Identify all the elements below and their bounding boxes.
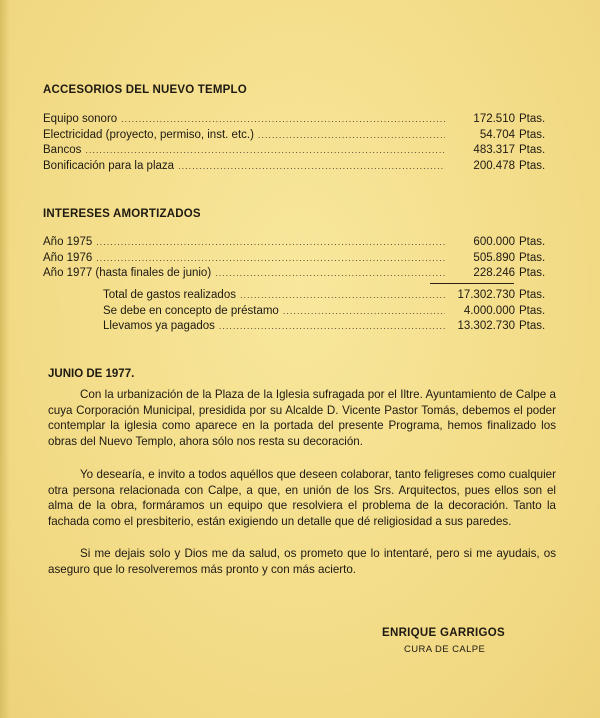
item-amount: 172.510 [473, 113, 515, 125]
item-unit: Ptas. [519, 251, 546, 264]
total-rule-line [430, 283, 514, 284]
total-label: Llevamos ya pagados [103, 320, 215, 333]
dot-leader [219, 319, 445, 335]
item-amount: 228.246 [473, 267, 515, 280]
item-amount: 483.317 [473, 144, 515, 157]
total-unit: Ptas. [519, 289, 546, 301]
page-edge-shadow [0, 0, 10, 718]
date-heading: JUNIO DE 1977. [48, 368, 135, 380]
section-title-accesorios: ACCESORIOS DEL NUEVO TEMPLO [43, 84, 247, 96]
paragraph: Si me dejais solo y Dios me da salud, os prometo que lo intentaré, pero si me ayudais, os aseguro que lo resolveremos más pronto y con más acierto. [48, 547, 556, 576]
dot-leader [283, 304, 445, 320]
list-item [43, 128, 563, 144]
item-unit: Ptas. [519, 236, 546, 248]
item-amount: 54.704 [479, 128, 515, 141]
item-label: Año 1977 (hasta finales de junio) [43, 267, 212, 280]
item-unit: Ptas. [519, 159, 546, 172]
dot-leader [85, 143, 445, 159]
item-label: Bancos [43, 144, 82, 157]
total-label: Total de gastos realizados [103, 289, 236, 301]
item-label: Electricidad (proyecto, permiso, inst. etc.) [43, 128, 254, 141]
accesorios-list [43, 112, 563, 174]
item-label: Año 1976 [43, 251, 93, 264]
list-item [43, 112, 563, 128]
dot-leader [178, 159, 445, 175]
item-amount: 600.000 [473, 236, 515, 248]
total-amount: 4.000.000 [463, 304, 515, 317]
list-item [43, 159, 563, 175]
total-label: Se debe en concepto de préstamo [103, 304, 279, 317]
signature-role: CURA DE CALPE [404, 644, 486, 655]
total-amount: 13.302.730 [457, 320, 515, 333]
list-item [43, 288, 563, 304]
dot-leader [96, 235, 445, 251]
total-unit: Ptas. [519, 304, 546, 317]
signature-name: ENRIQUE GARRIGOS [382, 627, 506, 639]
dot-leader [121, 112, 445, 128]
dot-leader [258, 128, 445, 144]
item-amount: 200.478 [473, 159, 515, 172]
totals-list [43, 288, 563, 335]
dot-leader [215, 266, 445, 282]
item-amount: 505.890 [473, 251, 515, 264]
item-unit: Ptas. [519, 267, 546, 280]
item-label: Equipo sonoro [43, 113, 118, 125]
dot-leader [240, 288, 445, 304]
item-unit: Ptas. [519, 128, 546, 141]
paragraph: Con la urbanización de la Plaza de la Iglesia sufragada por el Iltre. Ayuntamiento de Calpe a cuya Corporación Municipal, presidida por su Alcalde D. Vicente Pastor Tomás, debemos el poder contemplar la iglesia como aparece en la portada del presente Programa, hemos finalizado los obras del Nuevo Templo, ahora sólo nos resta su decoración. [48, 388, 556, 448]
list-item [43, 143, 563, 159]
list-item [43, 266, 563, 282]
total-amount: 17.302.730 [457, 289, 515, 301]
list-item [43, 319, 563, 335]
list-item [43, 251, 563, 267]
list-item [43, 235, 563, 251]
dot-leader [96, 251, 445, 267]
total-unit: Ptas. [519, 320, 546, 333]
paragraph: Yo desearía, e invito a todos aquéllos que deseen colaborar, tanto feligreses como cualquier otra persona relacionada con Calpe, a que, en unión de los Srs. Arquitectos, pues ellos son el alma de la obra, formáramos un equipo que resolviera el problema de la decoración. Tanto la fachada como el presbiterio, están exigiendo un detalle que dé religiosidad a sus paredes. [48, 468, 556, 528]
intereses-list [43, 235, 563, 282]
section-title-intereses: INTERESES AMORTIZADOS [43, 208, 201, 220]
list-item [43, 304, 563, 320]
item-unit: Ptas. [519, 113, 546, 125]
item-label: Año 1975 [43, 236, 93, 248]
item-label: Bonificación para la plaza [43, 159, 175, 172]
item-unit: Ptas. [519, 144, 546, 157]
